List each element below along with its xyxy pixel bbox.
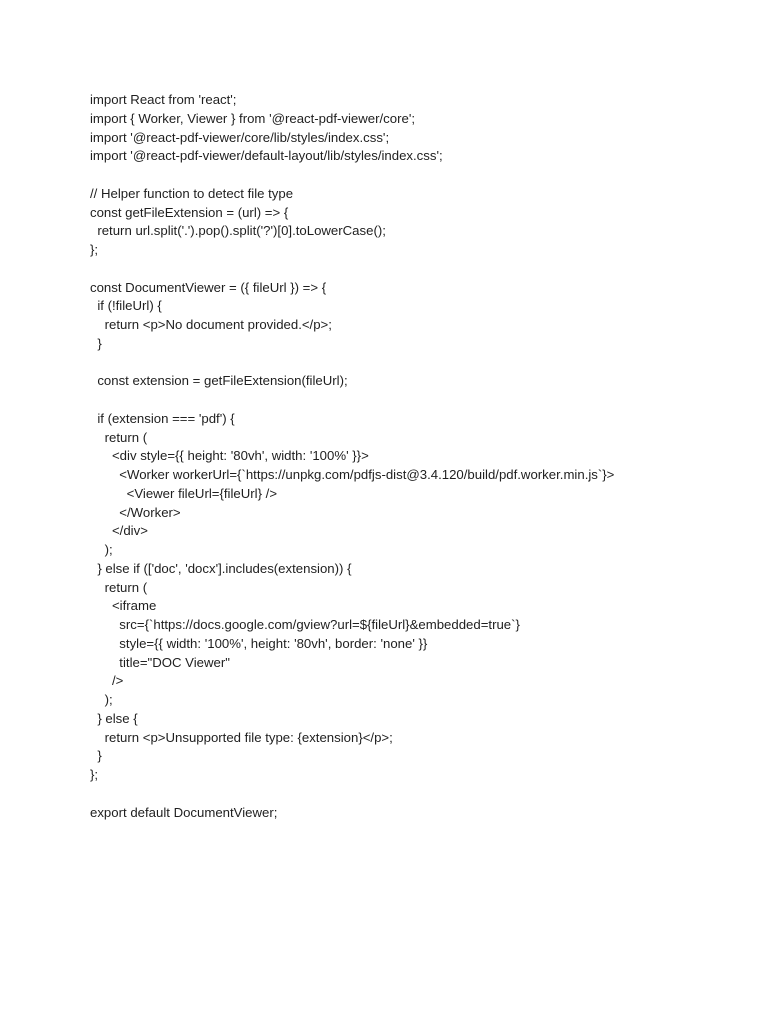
code-line: export default DocumentViewer; [90, 804, 278, 820]
code-block [90, 91, 750, 822]
code-line: import '@react-pdf-viewer/core/lib/styles/index.css'; [90, 129, 390, 145]
code-line: const extension = getFileExtension(fileUrl); [90, 373, 348, 389]
code-line: } else if (['doc', 'docx'].includes(extension)) { [90, 560, 352, 576]
code-line: } [90, 335, 102, 351]
code-line [90, 260, 750, 279]
code-line: import React from 'react'; [90, 92, 237, 107]
code-line: <div style={{ height: '80vh', width: '100%' }}> [90, 448, 369, 464]
code-line: return <p>Unsupported file type: {extension}</p>; [90, 729, 393, 745]
code-line: title="DOC Viewer" [90, 654, 230, 670]
code-line: <Worker workerUrl={`https://unpkg.com/pdfjs-dist@3.4.120/build/pdf.worker.min.js`}> [90, 467, 615, 482]
code-line: <Viewer fileUrl={fileUrl} /> [90, 485, 278, 501]
code-line: return ( [90, 579, 148, 595]
code-line: // Helper function to detect file type [90, 185, 294, 201]
code-line: /> [90, 673, 124, 689]
code-line: </Worker> [90, 504, 181, 520]
code-line: if (extension === 'pdf') { [90, 410, 235, 426]
code-line: }; [90, 242, 99, 257]
code-line: import { Worker, Viewer } from '@react-pdf-viewer/core'; [90, 110, 416, 126]
code-line: return url.split('.').pop().split('?')[0].toLowerCase(); [90, 223, 386, 239]
code-line: } [90, 748, 102, 764]
code-line [90, 391, 750, 410]
code-line: const getFileExtension = (url) => { [90, 204, 289, 220]
code-line: </div> [90, 523, 148, 539]
code-line: ); [90, 542, 113, 557]
code-line: import '@react-pdf-viewer/default-layout/lib/styles/index.css'; [90, 148, 443, 164]
code-line: <iframe [90, 598, 157, 614]
code-line: return ( [90, 429, 148, 445]
code-line: return <p>No document provided.</p>; [90, 317, 332, 332]
code-line: } else { [90, 710, 138, 726]
code-line [90, 166, 750, 185]
code-line: style={{ width: '100%', height: '80vh', border: 'none' }} [90, 635, 428, 651]
code-line: const DocumentViewer = ({ fileUrl }) => { [90, 279, 327, 295]
code-line: }; [90, 767, 99, 782]
code-line: if (!fileUrl) { [90, 298, 162, 314]
code-line [90, 354, 750, 373]
code-line: src={`https://docs.google.com/gview?url=${fileUrl}&embedded=true`} [90, 617, 520, 632]
code-line [90, 785, 750, 804]
code-line: ); [90, 692, 113, 707]
